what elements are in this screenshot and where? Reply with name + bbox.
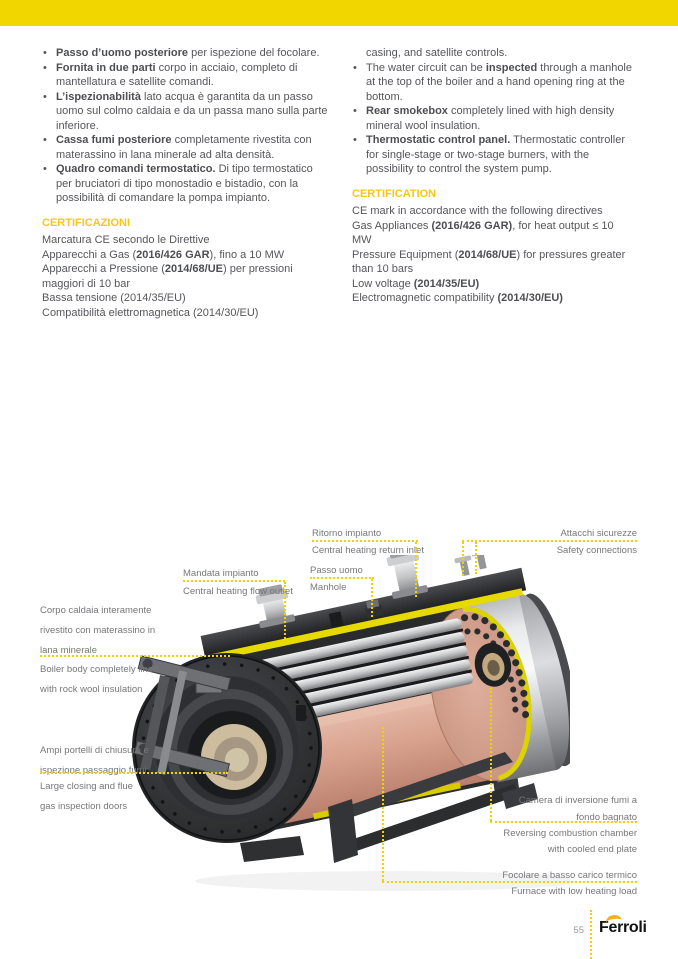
label-return-inlet-en: Central heating return inlet bbox=[312, 545, 424, 556]
bullet-marker: • bbox=[43, 47, 47, 59]
footer-divider bbox=[590, 910, 592, 959]
label-boiler-body-it: Corpo caldaia interamente rivestito con materassino in lana minerale bbox=[40, 605, 156, 656]
leader-line bbox=[40, 772, 228, 774]
leader-line bbox=[183, 580, 285, 582]
label-inspection-doors-en: Large closing and flue gas inspection doors bbox=[40, 781, 133, 812]
leader-line bbox=[462, 542, 464, 576]
bullet-marker: • bbox=[43, 134, 47, 146]
certification-heading-en: CERTIFICATION bbox=[352, 187, 437, 200]
feature-text: Cassa fumi posteriore completamente rivestita con materassino in lana minerale ad alta densità. bbox=[56, 134, 312, 161]
leader-line bbox=[310, 577, 374, 579]
label-inspection-doors-it: Ampi portelli di chiusura e ispezione passaggio fumi bbox=[40, 745, 149, 776]
label-flow-outlet-en: Central heating flow outlet bbox=[183, 586, 293, 597]
leader-line bbox=[382, 727, 384, 881]
label-flow-outlet-it: Mandata impianto bbox=[183, 568, 259, 579]
brand-name: Ferroli bbox=[599, 919, 647, 936]
bullet-marker: • bbox=[43, 90, 47, 103]
leader-line bbox=[490, 688, 492, 821]
leader-line bbox=[312, 540, 418, 542]
bullet-marker: • bbox=[43, 163, 47, 175]
label-reversing-chamber-it: Camera di inversione fumi a fondo bagnato bbox=[518, 795, 637, 823]
label-return-inlet-it: Ritorno impianto bbox=[312, 528, 382, 539]
leader-line bbox=[415, 542, 417, 597]
leader-line bbox=[40, 655, 230, 657]
leader-line bbox=[284, 582, 286, 642]
feature-text: Thermostatic control panel. Thermostatic controller for single-stage or two-stage burners, with the possibility to control the system pump. bbox=[366, 134, 625, 175]
label-boiler-body-en: Boiler body completely lined with rock wool insulation bbox=[40, 664, 159, 695]
cert-line: Pressure Equipment (2014/68/UE) for pressures greater than 10 bars bbox=[352, 248, 626, 275]
cert-line: Apparecchi a Gas (2016/426 GAR), fino a 10 MW bbox=[42, 248, 285, 261]
brand-logo bbox=[599, 919, 647, 937]
leader-line bbox=[371, 579, 373, 617]
certifications-heading-it: CERTIFICAZIONI bbox=[42, 216, 130, 229]
label-manhole-en: Manhole bbox=[310, 582, 347, 593]
bullet-marker: • bbox=[353, 61, 357, 74]
feature-text: Quadro comandi termostatico. Di tipo termostatico per bruciatori di tipo monostadio e bistadio, con la possibilità di comandare la pompa impianto. bbox=[56, 163, 313, 204]
cert-line: Marcatura CE secondo le Direttive bbox=[42, 234, 210, 246]
cert-line: Electromagnetic compatibility (2014/30/EU) bbox=[352, 292, 563, 304]
label-safety-connections-en: Safety connections bbox=[556, 545, 637, 556]
cert-line: Gas Appliances (2016/426 GAR), for heat output ≤ 10 MW bbox=[352, 219, 614, 246]
feature-text: Fornita in due parti corpo in acciaio, completo di mantellatura e satellite comandi. bbox=[56, 61, 298, 88]
cert-line: Apparecchi a Pressione (2014/68/UE) per pressioni maggiori di 10 bar bbox=[42, 263, 293, 290]
label-manhole-it: Passo uomo bbox=[310, 565, 363, 576]
feature-text: The water circuit can be inspected through a manhole at the top of the boiler and a hand opening ring at the bottom. bbox=[366, 61, 632, 103]
leader-line bbox=[462, 540, 637, 542]
label-reversing-chamber-en: Reversing combustion chamber with cooled end plate bbox=[503, 828, 637, 855]
cert-line: Bassa tensione (2014/35/EU) bbox=[42, 292, 186, 304]
page-number: 55 bbox=[573, 925, 584, 936]
bullet-marker: • bbox=[353, 134, 357, 146]
leader-line bbox=[382, 881, 637, 883]
label-furnace-en: Furnace with low heating load bbox=[511, 886, 637, 897]
label-safety-connections-it: Attacchi sicurezze bbox=[560, 528, 637, 539]
cert-line: CE mark in accordance with the following directives bbox=[352, 205, 603, 217]
cert-line: Compatibilità elettromagnetica (2014/30/EU) bbox=[42, 306, 259, 319]
bullet-marker: • bbox=[43, 61, 47, 74]
continuation-line: casing, and satellite controls. bbox=[366, 47, 508, 59]
feature-text: Rear smokebox completely lined with high density mineral wool insulation. bbox=[366, 105, 615, 132]
leader-line bbox=[475, 542, 477, 574]
cert-line: Low voltage (2014/35/EU) bbox=[352, 277, 480, 290]
bullet-marker: • bbox=[353, 105, 357, 117]
label-furnace-it: Focolare a basso carico termico bbox=[502, 870, 637, 881]
feature-text: Passo d’uomo posteriore per ispezione del focolare. bbox=[56, 47, 320, 59]
feature-text: L’ispezionabilità lato acqua è garantita da un passo uomo sul colmo caldaia e da un passa mano sulla parte inferiore. bbox=[56, 90, 328, 132]
leader-line bbox=[490, 821, 637, 823]
